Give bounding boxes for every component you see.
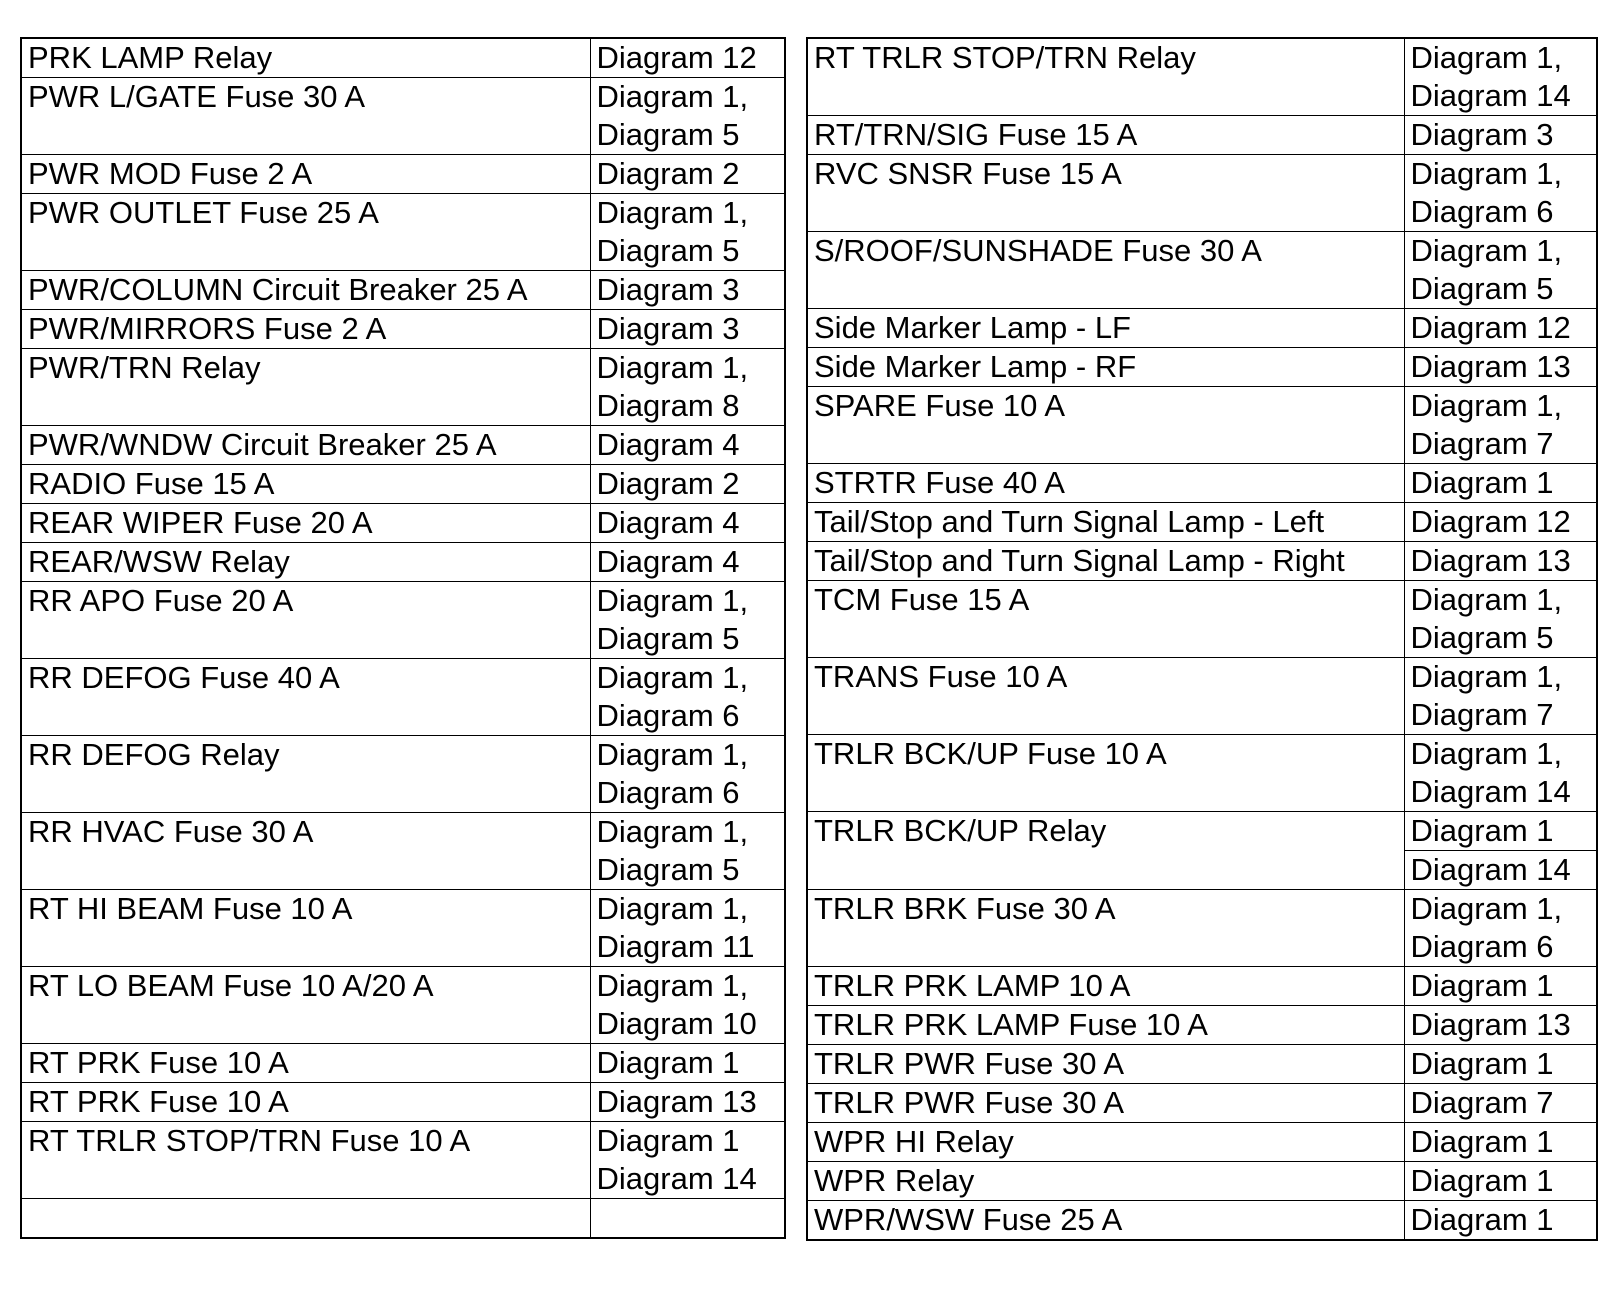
diagram-reference: Diagram 10 <box>596 1006 757 1041</box>
component-name: RT LO BEAM Fuse 10 A/20 A <box>21 967 590 1044</box>
table-row <box>807 890 1597 967</box>
component-name: RT PRK Fuse 10 A <box>21 1044 590 1083</box>
diagram-reference: Diagram 1 <box>1410 465 1554 500</box>
diagram-reference-cell <box>590 1044 785 1083</box>
diagram-reference: Diagram 1 <box>1410 1046 1554 1081</box>
component-name: PWR OUTLET Fuse 25 A <box>21 194 590 271</box>
diagram-reference-cell <box>590 465 785 504</box>
table-row <box>807 309 1597 348</box>
table-row <box>807 581 1597 658</box>
diagram-reference: Diagram 1 <box>596 1045 740 1080</box>
diagram-reference-cell <box>590 1122 785 1199</box>
diagram-reference: Diagram 7 <box>1410 697 1554 732</box>
table-row <box>807 155 1597 232</box>
diagram-reference: Diagram 1, <box>1410 40 1563 75</box>
component-name: RADIO Fuse 15 A <box>21 465 590 504</box>
diagram-reference-cell <box>1404 116 1597 155</box>
diagram-reference-cell <box>1404 1162 1597 1201</box>
table-row <box>807 1123 1597 1162</box>
diagram-reference: Diagram 7 <box>1410 426 1554 461</box>
diagram-reference-cell <box>590 813 785 890</box>
component-name: REAR/WSW Relay <box>21 543 590 582</box>
component-name: WPR/WSW Fuse 25 A <box>807 1201 1404 1241</box>
diagram-reference: Diagram 1, <box>596 814 749 849</box>
table-row <box>807 464 1597 503</box>
component-name: Side Marker Lamp - LF <box>807 309 1404 348</box>
diagram-reference: Diagram 4 <box>596 427 740 462</box>
diagram-reference: Diagram 1, <box>1410 891 1563 926</box>
table-row <box>21 349 785 426</box>
component-name: S/ROOF/SUNSHADE Fuse 30 A <box>807 232 1404 309</box>
table-row <box>21 890 785 967</box>
diagram-reference-cell <box>590 736 785 813</box>
diagram-reference-cell <box>590 271 785 310</box>
component-index-table-left <box>20 37 786 1239</box>
diagram-reference: Diagram 12 <box>1410 504 1571 539</box>
diagram-reference-cell <box>590 967 785 1044</box>
table-row <box>21 504 785 543</box>
diagram-reference: Diagram 12 <box>596 40 757 75</box>
component-name: TRLR PRK LAMP Fuse 10 A <box>807 1006 1404 1045</box>
diagram-reference: Diagram 2 <box>596 466 740 501</box>
table-row <box>21 78 785 155</box>
component-name: SPARE Fuse 10 A <box>807 387 1404 464</box>
diagram-reference-cell <box>1404 1045 1597 1084</box>
diagram-reference: Diagram 1, <box>596 583 749 618</box>
diagram-reference: Diagram 5 <box>596 117 740 152</box>
table-row <box>807 1045 1597 1084</box>
diagram-reference: Diagram 1, <box>596 79 749 114</box>
diagram-reference-cell <box>1404 464 1597 503</box>
diagram-reference-cell <box>1404 658 1597 735</box>
table-row <box>21 310 785 349</box>
table-row <box>807 1162 1597 1201</box>
component-name: RR DEFOG Relay <box>21 736 590 813</box>
diagram-reference: Diagram 13 <box>1410 349 1571 384</box>
diagram-reference: Diagram 7 <box>1410 1085 1554 1120</box>
component-name <box>21 1199 590 1239</box>
diagram-reference: Diagram 13 <box>1410 543 1571 578</box>
table-row <box>21 813 785 890</box>
diagram-reference: Diagram 1, <box>1410 388 1563 423</box>
table-row <box>21 543 785 582</box>
component-name: WPR HI Relay <box>807 1123 1404 1162</box>
diagram-reference-cell <box>590 349 785 426</box>
diagram-reference: Diagram 1, <box>596 350 749 385</box>
diagram-reference-cell <box>1404 503 1597 542</box>
diagram-reference: Diagram 13 <box>1410 1007 1571 1042</box>
table-row <box>21 967 785 1044</box>
table-row <box>807 387 1597 464</box>
component-name: TRLR PRK LAMP 10 A <box>807 967 1404 1006</box>
diagram-reference: Diagram 14 <box>1410 78 1571 113</box>
diagram-reference <box>597 1199 785 1237</box>
table-row <box>807 232 1597 309</box>
diagram-reference: Diagram 4 <box>596 544 740 579</box>
diagram-reference: Diagram 6 <box>1410 929 1554 964</box>
component-name: PWR MOD Fuse 2 A <box>21 155 590 194</box>
diagram-reference: Diagram 8 <box>596 388 740 423</box>
table-row <box>21 1199 785 1239</box>
component-name: RR APO Fuse 20 A <box>21 582 590 659</box>
table-row <box>807 116 1597 155</box>
diagram-reference-cell <box>1404 1084 1597 1123</box>
diagram-reference: Diagram 1, <box>1410 156 1563 191</box>
component-name: PWR/TRN Relay <box>21 349 590 426</box>
diagram-reference: Diagram 1 <box>1410 1124 1554 1159</box>
table-row <box>21 659 785 736</box>
diagram-reference-cell <box>590 38 785 78</box>
component-name: RT TRLR STOP/TRN Relay <box>807 38 1404 116</box>
diagram-reference-cell <box>1404 1201 1597 1241</box>
diagram-reference-cell <box>590 310 785 349</box>
diagram-reference: Diagram 1, <box>1410 582 1563 617</box>
diagram-reference: Diagram 1 <box>1410 1163 1554 1198</box>
component-name: TRANS Fuse 10 A <box>807 658 1404 735</box>
diagram-reference-cell <box>1404 38 1597 116</box>
table-body <box>807 38 1597 1240</box>
diagram-reference: Diagram 14 <box>1404 851 1597 890</box>
diagram-reference: Diagram 1, <box>596 660 749 695</box>
component-name: TCM Fuse 15 A <box>807 581 1404 658</box>
diagram-reference: Diagram 14 <box>596 1161 757 1196</box>
table-row <box>807 542 1597 581</box>
table-row <box>21 582 785 659</box>
diagram-reference-cell <box>1404 735 1597 812</box>
table-row <box>21 1122 785 1199</box>
diagram-reference-cell <box>1404 387 1597 464</box>
diagram-reference: Diagram 5 <box>596 621 740 656</box>
diagram-reference: Diagram 1, <box>596 195 749 230</box>
diagram-reference-cell <box>1404 890 1597 967</box>
component-name: PWR L/GATE Fuse 30 A <box>21 78 590 155</box>
table-row <box>21 1044 785 1083</box>
diagram-reference: Diagram 6 <box>596 775 740 810</box>
component-name: TRLR PWR Fuse 30 A <box>807 1084 1404 1123</box>
diagram-reference: Diagram 5 <box>1410 271 1554 306</box>
component-name: TRLR BCK/UP Fuse 10 A <box>807 735 1404 812</box>
diagram-reference: Diagram 5 <box>596 233 740 268</box>
table-row <box>21 271 785 310</box>
component-name: Tail/Stop and Turn Signal Lamp - Right <box>807 542 1404 581</box>
table-body <box>21 38 785 1238</box>
diagram-reference-cell <box>1404 1006 1597 1045</box>
diagram-reference-cell <box>1404 581 1597 658</box>
diagram-reference-cell <box>1404 348 1597 387</box>
table-row <box>807 735 1597 812</box>
diagram-reference-cell <box>1404 155 1597 232</box>
diagram-reference-cell <box>590 890 785 967</box>
diagram-reference-cell <box>590 543 785 582</box>
component-name: RVC SNSR Fuse 15 A <box>807 155 1404 232</box>
diagram-reference: Diagram 5 <box>1410 620 1554 655</box>
diagram-reference-cell <box>590 194 785 271</box>
component-index-table-right <box>806 37 1598 1241</box>
diagram-reference: Diagram 3 <box>596 272 740 307</box>
table-row <box>807 503 1597 542</box>
component-name: WPR Relay <box>807 1162 1404 1201</box>
diagram-reference-cell <box>1404 542 1597 581</box>
table-row <box>807 348 1597 387</box>
table-row <box>807 1084 1597 1123</box>
diagram-reference: Diagram 3 <box>596 311 740 346</box>
component-name: Tail/Stop and Turn Signal Lamp - Left <box>807 503 1404 542</box>
diagram-reference: Diagram 5 <box>596 852 740 887</box>
component-name: RT HI BEAM Fuse 10 A <box>21 890 590 967</box>
component-name: TRLR BRK Fuse 30 A <box>807 890 1404 967</box>
diagram-reference-cell <box>590 426 785 465</box>
table-row <box>807 38 1597 116</box>
table-row <box>807 812 1597 851</box>
diagram-reference: Diagram 3 <box>1410 117 1554 152</box>
diagram-reference: Diagram 1, <box>1410 736 1563 771</box>
table-row <box>21 1083 785 1122</box>
component-name: TRLR PWR Fuse 30 A <box>807 1045 1404 1084</box>
diagram-reference-cell <box>1404 967 1597 1006</box>
table-row <box>21 155 785 194</box>
diagram-reference: Diagram 13 <box>596 1084 757 1119</box>
component-name: REAR WIPER Fuse 20 A <box>21 504 590 543</box>
diagram-reference: Diagram 1, <box>596 891 749 926</box>
table-row <box>21 736 785 813</box>
diagram-reference-cell <box>590 504 785 543</box>
diagram-reference-cell <box>590 155 785 194</box>
diagram-reference-cell <box>1404 1123 1597 1162</box>
diagram-reference-cell <box>590 582 785 659</box>
diagram-reference-cell <box>590 1083 785 1122</box>
component-name: PWR/MIRRORS Fuse 2 A <box>21 310 590 349</box>
component-name: RT TRLR STOP/TRN Fuse 10 A <box>21 1122 590 1199</box>
component-name: PRK LAMP Relay <box>21 38 590 78</box>
diagram-reference-cell <box>1404 232 1597 309</box>
component-name: RT PRK Fuse 10 A <box>21 1083 590 1122</box>
component-name: PWR/COLUMN Circuit Breaker 25 A <box>21 271 590 310</box>
diagram-reference: Diagram 1, <box>596 968 749 1003</box>
diagram-reference: Diagram 4 <box>596 505 740 540</box>
diagram-reference: Diagram 11 <box>596 929 755 964</box>
component-name: STRTR Fuse 40 A <box>807 464 1404 503</box>
diagram-reference-cell <box>1404 309 1597 348</box>
component-name: TRLR BCK/UP Relay <box>807 812 1404 890</box>
diagram-reference: Diagram 1 <box>1410 1202 1554 1237</box>
diagram-reference: Diagram 6 <box>1410 194 1554 229</box>
component-name: PWR/WNDW Circuit Breaker 25 A <box>21 426 590 465</box>
component-name: RR HVAC Fuse 30 A <box>21 813 590 890</box>
table-row <box>807 1006 1597 1045</box>
table-row <box>21 426 785 465</box>
diagram-reference: Diagram 1, <box>1410 659 1563 694</box>
diagram-reference: Diagram 1, <box>1410 233 1563 268</box>
diagram-reference: Diagram 14 <box>1410 774 1571 809</box>
table-row <box>807 967 1597 1006</box>
table-row <box>21 38 785 78</box>
table-row <box>21 194 785 271</box>
table-row <box>807 658 1597 735</box>
diagram-reference-cell <box>590 1199 785 1239</box>
component-name: Side Marker Lamp - RF <box>807 348 1404 387</box>
diagram-reference: Diagram 1, <box>596 737 749 772</box>
diagram-reference: Diagram 12 <box>1410 310 1571 345</box>
diagram-reference-cell <box>590 659 785 736</box>
component-name: RT/TRN/SIG Fuse 15 A <box>807 116 1404 155</box>
diagram-reference: Diagram 1 <box>596 1123 740 1158</box>
table-row <box>807 1201 1597 1241</box>
diagram-reference: Diagram 1 <box>1410 968 1554 1003</box>
component-name: RR DEFOG Fuse 40 A <box>21 659 590 736</box>
diagram-reference: Diagram 6 <box>596 698 740 733</box>
diagram-reference: Diagram 2 <box>596 156 740 191</box>
diagram-reference: Diagram 1 <box>1404 812 1597 851</box>
table-row <box>21 465 785 504</box>
diagram-reference-cell <box>590 78 785 155</box>
